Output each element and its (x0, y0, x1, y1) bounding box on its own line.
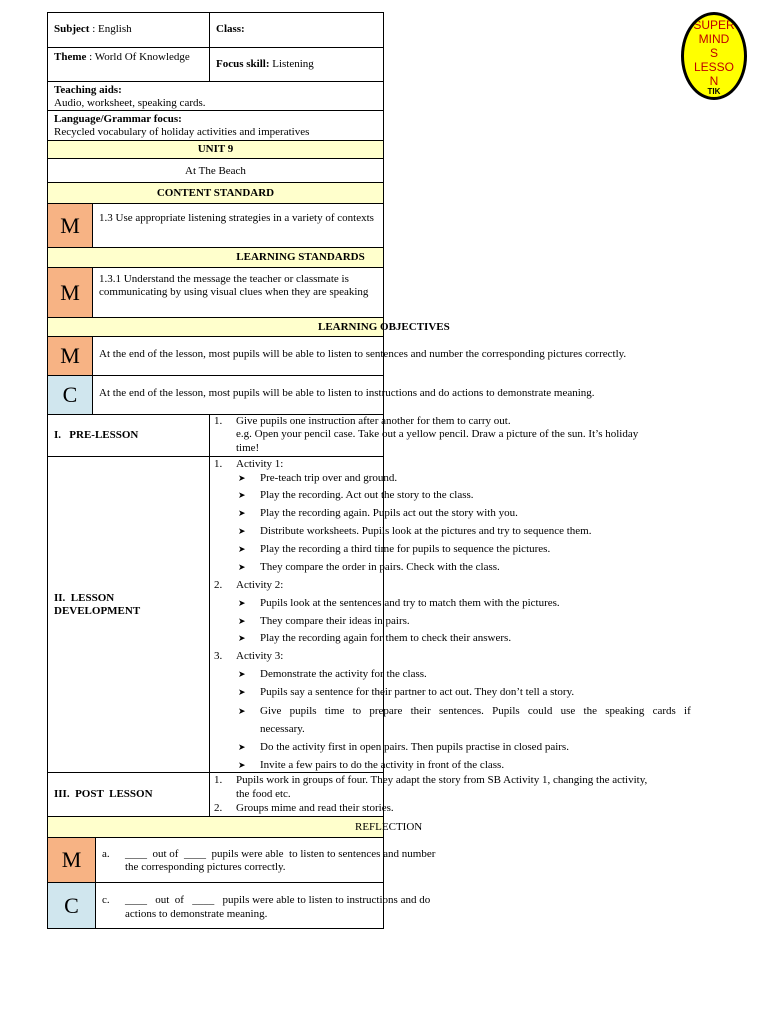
list-item (238, 686, 574, 699)
subject-value: : English (89, 23, 132, 35)
pre-lesson-line: time! (236, 442, 260, 454)
post-lesson-line: Groups mime and read their stories. (236, 802, 394, 814)
list-item (238, 597, 560, 610)
badge-line: MIND (698, 32, 730, 46)
teaching-aids-cell (47, 81, 384, 111)
post-lesson-line: Pupils work in groups of four. They adapt the story from SB Activity 1, changing the activity, (236, 774, 648, 786)
list-item-continuation: necessary. (260, 723, 305, 735)
arrow-bullet-icon: ➤ (238, 687, 246, 697)
reflection-c-letter: C (47, 882, 96, 929)
lesson-development-label-line: DEVELOPMENT (54, 605, 141, 617)
list-item (238, 543, 550, 556)
focus-skill-value: Listening (269, 58, 314, 70)
learning-standards-letter: M (47, 267, 93, 318)
reflection-m-line: the corresponding pictures correctly. (125, 861, 286, 873)
language-focus-label: Language/Grammar focus: (54, 113, 182, 125)
teaching-aids-value: Audio, worksheet, speaking cards. (54, 97, 206, 109)
activity-1-title: Activity 1: (236, 458, 284, 470)
arrow-bullet-icon: ➤ (238, 598, 246, 608)
subject-label: Subject (54, 23, 90, 35)
list-item-text: Play the recording again for them to check their answers. (260, 632, 512, 644)
theme-label: Theme (54, 51, 87, 63)
content-standard-text: 1.3 Use appropriate listening strategies in a variety of contexts (92, 203, 384, 248)
theme-cell (47, 47, 210, 82)
teaching-aids-label: Teaching aids: (54, 84, 122, 96)
list-item (238, 668, 427, 681)
subject-cell (47, 12, 210, 48)
list-item-text: Play the recording again. Pupils act out the story with you. (260, 507, 518, 519)
item-number: 2. (214, 802, 223, 814)
focus-skill-cell (209, 47, 384, 82)
item-number: 2. (214, 579, 223, 591)
list-item-text: They compare the order in pairs. Check with the class. (260, 561, 500, 573)
item-number: 1. (214, 458, 223, 470)
list-item (238, 472, 397, 485)
list-item-text: Distribute worksheets. Pupils look at the pictures and try to sequence them. (260, 525, 592, 537)
post-lesson-line: the food etc. (236, 788, 291, 800)
arrow-bullet-icon: ➤ (238, 633, 246, 643)
content-standard-heading: CONTENT STANDARD (47, 182, 384, 204)
arrow-bullet-icon: ➤ (238, 508, 246, 518)
post-lesson-item (214, 802, 394, 815)
class-label: Class: (216, 23, 245, 35)
list-item-text: Play the recording a third time for pupils to sequence the pictures. (260, 543, 551, 555)
list-item (238, 561, 500, 574)
badge-line: N (709, 74, 719, 88)
unit-topic: At The Beach (47, 158, 384, 183)
arrow-bullet-icon: ➤ (238, 526, 246, 536)
badge-line: SUPER (693, 18, 735, 32)
arrow-bullet-icon: ➤ (238, 562, 246, 572)
reflection-c-line: ____ out of ____ pupils were able to listen to instructions and do (125, 894, 431, 906)
language-focus-value: Recycled vocabulary of holiday activities and imperatives (54, 126, 310, 138)
list-item-text: Pupils say a sentence for their partner to act out. They don’t tell a story. (260, 686, 575, 698)
list-item (238, 741, 569, 754)
badge-sub: TIK (707, 87, 721, 96)
list-item-text: They compare their ideas in pairs. (260, 615, 410, 627)
list-item-text: Invite a few pairs to do the activity in front of the class. (260, 759, 505, 771)
reflection-heading: REFLECTION (47, 816, 384, 838)
list-item (238, 507, 518, 520)
arrow-bullet-icon: ➤ (238, 544, 246, 554)
super-minds-badge (681, 12, 747, 100)
reflection-m-marker: a. (102, 848, 110, 860)
list-item-text: Pre-teach trip over and ground. (260, 472, 398, 484)
learning-standards-heading: LEARNING STANDARDS (47, 247, 384, 268)
content-standard-letter: M (47, 203, 93, 248)
pre-lesson-item (214, 415, 511, 428)
list-item (238, 615, 410, 628)
lesson-development-label-line: II. LESSON (54, 592, 115, 604)
activity-1 (214, 458, 283, 471)
arrow-bullet-icon: ➤ (238, 669, 246, 679)
post-lesson-item (214, 774, 647, 787)
badge-line: S (709, 46, 718, 60)
arrow-bullet-icon: ➤ (238, 742, 246, 752)
learning-standards-text: 1.3.1 Understand the message the teacher or classmate is communicating by using visual clues when they are speaking (92, 267, 384, 318)
item-number: 3. (214, 650, 223, 662)
reflection-c-line: actions to demonstrate meaning. (125, 908, 268, 920)
activity-2 (214, 579, 283, 592)
badge-line: LESSO (693, 60, 735, 74)
list-item-text: Do the activity first in open pairs. Then pupils practise in closed pairs. (260, 741, 569, 753)
activity-3 (214, 650, 283, 663)
reflection-c-marker: c. (102, 894, 110, 906)
lesson-development-label (47, 456, 210, 773)
list-item-text: Demonstrate the activity for the class. (260, 668, 427, 680)
activity-2-title: Activity 2: (236, 579, 284, 591)
arrow-bullet-icon: ➤ (238, 760, 246, 770)
objective-c-text: At the end of the lesson, most pupils will be able to listen to instructions and do actions to demonstrate meaning. (92, 375, 384, 415)
list-item (238, 759, 504, 772)
arrow-bullet-icon: ➤ (238, 473, 246, 483)
list-item (238, 525, 591, 538)
unit-title: UNIT 9 (47, 140, 384, 159)
post-lesson-label: III. POST LESSON (47, 772, 210, 817)
objective-c-letter: C (47, 375, 93, 415)
list-item-text: Pupils look at the sentences and try to match them with the pictures. (260, 597, 560, 609)
list-item (238, 632, 511, 645)
item-number: 1. (214, 415, 223, 427)
theme-value: : World Of Knowledge (86, 51, 190, 63)
list-item (238, 489, 474, 502)
class-cell (209, 12, 384, 48)
reflection-m-line: ____ out of ____ pupils were able to listen to sentences and number (125, 848, 436, 860)
focus-skill-label: Focus skill: (216, 58, 270, 70)
arrow-bullet-icon: ➤ (238, 490, 246, 500)
pre-lesson-line: Give pupils one instruction after another for them to carry out. (236, 415, 511, 427)
list-item (238, 705, 691, 718)
list-item-text: Play the recording. Act out the story to the class. (260, 489, 474, 501)
objective-m-text: At the end of the lesson, most pupils will be able to listen to sentences and number the corresponding pictures correctly. (92, 336, 384, 376)
item-number: 1. (214, 774, 223, 786)
list-item-text: Give pupils time to prepare their sentences. Pupils could use the speaking cards if (260, 705, 691, 717)
arrow-bullet-icon: ➤ (238, 706, 246, 716)
activity-3-title: Activity 3: (236, 650, 284, 662)
pre-lesson-line: e.g. Open your pencil case. Take out a yellow pencil. Draw a picture of the sun. It’s holiday (236, 428, 639, 440)
pre-lesson-label: I. PRE-LESSON (47, 414, 210, 457)
language-focus-cell (47, 110, 384, 141)
objective-m-letter: M (47, 336, 93, 376)
arrow-bullet-icon: ➤ (238, 616, 246, 626)
learning-objectives-heading: LEARNING OBJECTIVES (47, 317, 384, 337)
reflection-m-letter: M (47, 837, 96, 883)
